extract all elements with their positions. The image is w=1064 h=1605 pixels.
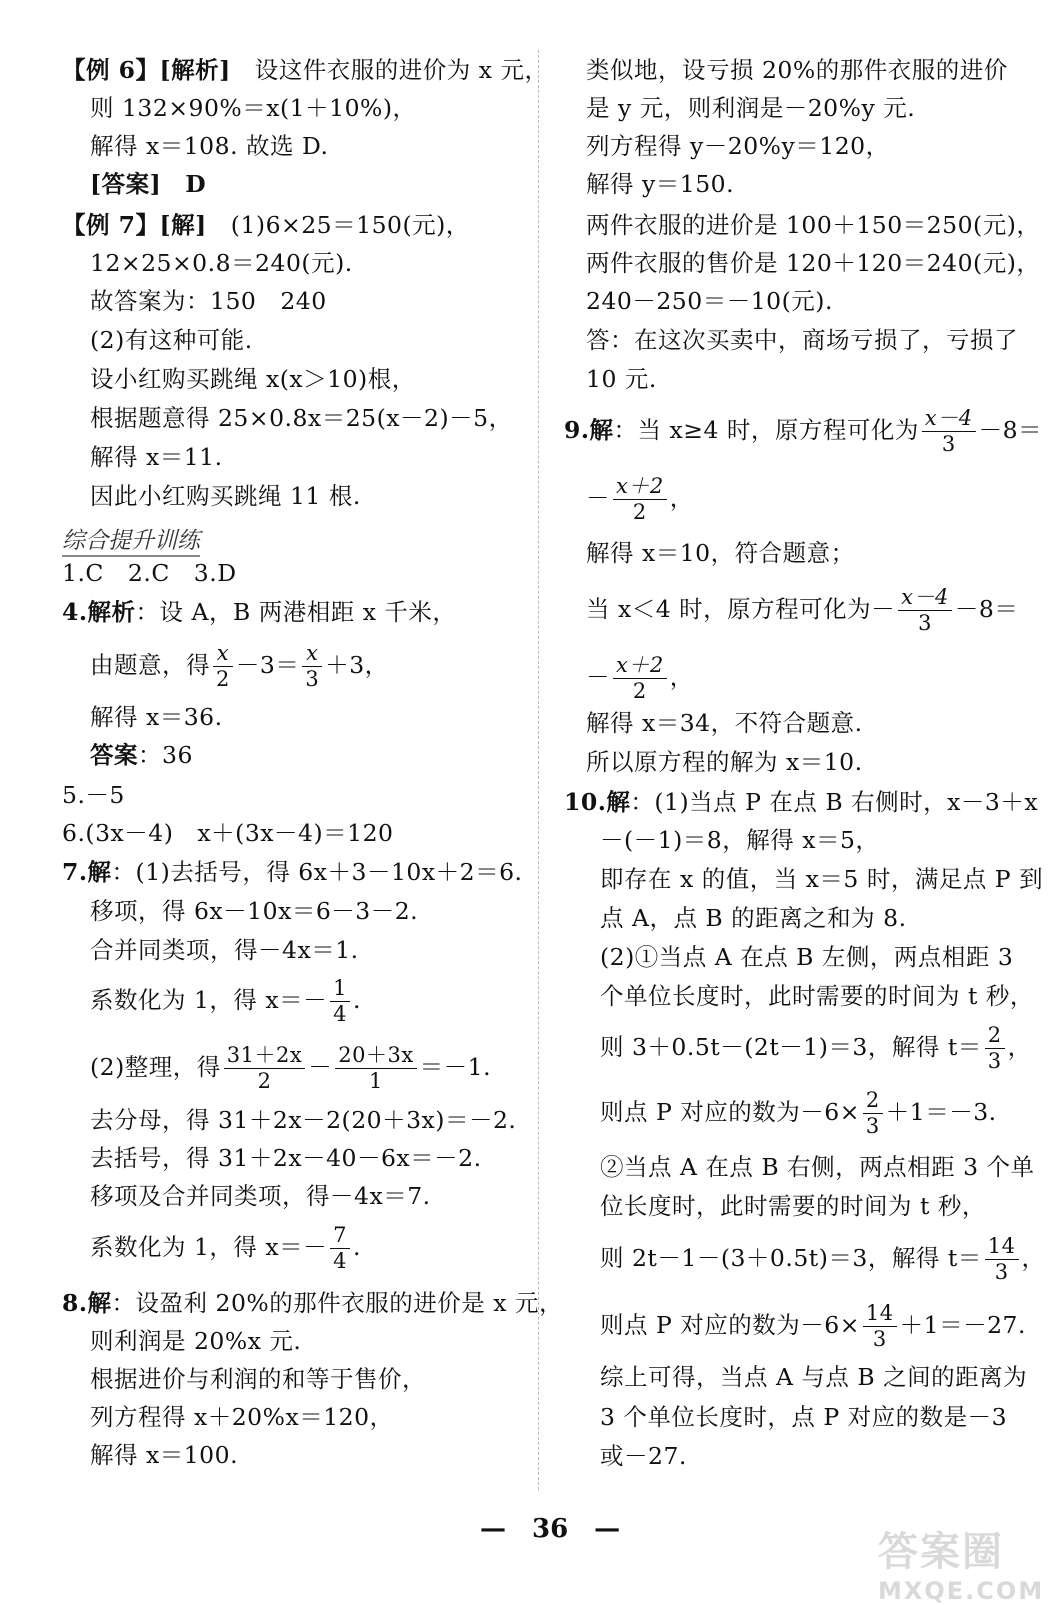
text: ：设盈利 20%的那件衣服的进价是 x 元，: [111, 1289, 563, 1317]
text: 则点 P 对应的数为－6×: [600, 1311, 860, 1339]
text: 2: [863, 1088, 883, 1114]
text: 则点 P 对应的数为－6×: [600, 1098, 860, 1126]
fraction: [335, 1043, 416, 1094]
q8-cont-9: 10 元.: [586, 365, 657, 393]
q8-line-1: [62, 1288, 563, 1318]
q10-line-13: 综上可得，当点 A 与点 B 之间的距离为: [600, 1363, 1028, 1391]
text: ＝－1.: [419, 1053, 492, 1081]
text: ：当 x≥4 时，原方程可化为: [613, 416, 919, 444]
q8-cont-8: 答：在这次买卖中，商场亏损了，亏损了: [586, 326, 1018, 354]
text: 系数化为 1，得 x＝－: [90, 986, 328, 1014]
text: x: [302, 641, 322, 667]
q9-line-1: [564, 405, 1042, 457]
text: ，: [669, 484, 694, 512]
text: ＋1＝－3.: [885, 1098, 997, 1126]
q10-line-5: (2)①当点 A 在点 B 左侧，两点相距 3: [600, 943, 1014, 971]
text: 7: [330, 1223, 350, 1249]
q7-line-7: 去括号，得 31＋2x－40－6x＝－2.: [90, 1144, 482, 1172]
q10-line-2: －(－1)＝8，解得 x＝5，: [600, 826, 880, 854]
q8-line-4: 列方程得 x＋20%x＝120，: [90, 1403, 394, 1431]
q7-line-4: [90, 975, 361, 1027]
q10-line-9: ②当点 A 在点 B 右侧，两点相距 3 个单: [600, 1153, 1035, 1181]
text: ：设 A，B 两港相距 x 千米，: [135, 598, 457, 626]
fraction: [213, 641, 233, 692]
fraction: [224, 1043, 305, 1094]
text: 则 3＋0.5t－(2t－1)＝3，解得 t＝: [600, 1033, 982, 1061]
q8-cont-1: 类似地，设亏损 20%的那件衣服的进价: [586, 56, 1008, 84]
text: ：(1)去括号，得 6x＋3－10x＋2＝6.: [111, 858, 523, 886]
text: 31＋2x: [224, 1043, 305, 1069]
q9-line-4: [586, 584, 1018, 636]
q10-line-15: 或－27.: [600, 1442, 687, 1470]
text: －3＝: [235, 651, 300, 679]
q10-line-4: 点 A，点 B 的距离之和为 8.: [600, 904, 907, 932]
page-number: — 36 —: [480, 1514, 621, 1544]
section-title: 综合提升训练: [62, 522, 200, 557]
q7-line-9: [90, 1222, 361, 1274]
text: －8＝: [978, 416, 1043, 444]
text: 由题意，得: [90, 651, 210, 679]
q9-line-3: 解得 x＝10，符合题意；: [586, 539, 855, 567]
q10-label: 10.解: [564, 788, 631, 816]
example-6-line-3: 解得 x＝108. 故选 D.: [90, 132, 329, 160]
text: .: [353, 986, 362, 1014]
text: 答案圈: [878, 1529, 1004, 1575]
column-divider: [538, 50, 539, 1490]
text: 3: [305, 667, 320, 691]
q10-line-3: 即存在 x 的值，当 x＝5 时，满足点 P 到: [600, 865, 1044, 893]
text: 系数化为 1，得 x＝－: [90, 1233, 328, 1261]
q8-cont-6: 两件衣服的售价是 120＋120＝240(元)，: [586, 249, 1041, 277]
text: 2: [216, 667, 230, 691]
text: 答案: [90, 741, 138, 769]
q7-line-1: [62, 857, 523, 887]
text: －: [586, 663, 610, 691]
text: 3: [865, 1114, 880, 1138]
text: 3: [941, 432, 956, 456]
fraction: [863, 1088, 883, 1139]
text: x＋2: [613, 653, 667, 679]
example-7-line-4: (2)有这种可能.: [90, 326, 253, 354]
text: 2: [632, 679, 647, 703]
example-7-line-2: 12×25×0.8＝240(元).: [90, 249, 353, 277]
text: 当 x＜4 时，原方程可化为－: [586, 595, 896, 623]
q9-label: 9.解: [564, 416, 614, 444]
text: 1: [330, 976, 350, 1002]
example-6-line-2: 则 132×90%＝x(1＋10%)，: [90, 94, 417, 122]
q9-line-6: 解得 x＝34，不符合题意.: [586, 709, 863, 737]
q8-cont-4: 解得 y＝150.: [586, 170, 735, 198]
text: .: [353, 1233, 362, 1261]
q10-line-11: [600, 1233, 1046, 1285]
q4-answer: [90, 740, 193, 770]
q7-line-2: 移项，得 6x－10x＝6－3－2.: [90, 897, 419, 925]
text: 3: [994, 1260, 1009, 1284]
q4-line-2: [90, 640, 389, 692]
q5: 5.－5: [62, 781, 125, 809]
q10-line-1: [564, 787, 1038, 817]
fraction: [330, 1223, 350, 1274]
example-7-line-1: [62, 210, 470, 240]
q7-line-6: 去分母，得 31＋2x－2(20＋3x)＝－2.: [90, 1106, 517, 1134]
q8-label: 8.解: [62, 1289, 112, 1317]
example-6-line-1: [62, 55, 548, 85]
q7-line-3: 合并同类项，得－4x＝1.: [90, 936, 359, 964]
q8-line-3: 根据进价与利润的和等于售价，: [90, 1365, 426, 1393]
q4-line-1: [62, 597, 456, 627]
q7-line-5: [90, 1042, 491, 1094]
q6: 6.(3x－4) x＋(3x－4)＝120: [62, 819, 394, 847]
text: 14: [985, 1234, 1019, 1260]
text: ＋3，: [325, 651, 389, 679]
text: 2: [257, 1069, 272, 1093]
text: 4: [333, 1002, 348, 1026]
fraction: [613, 653, 667, 704]
q10-line-7: [600, 1022, 1032, 1074]
text: ，: [669, 663, 694, 691]
q9-line-2: [586, 473, 694, 525]
fraction: [330, 976, 350, 1027]
q10-line-6: 个单位长度时，此时需要的时间为 t 秒，: [600, 982, 1034, 1010]
example-7-line-6: 根据题意得 25×0.8x＝25(x－2)－5，: [90, 404, 513, 432]
fraction: [898, 585, 952, 636]
q8-line-2: 则利润是 20%x 元.: [90, 1327, 302, 1355]
example-6-answer: [答案] D: [90, 170, 207, 198]
q8-cont-5: 两件衣服的进价是 100＋150＝250(元)，: [586, 211, 1041, 239]
fraction: [985, 1234, 1019, 1285]
text: 3: [872, 1327, 887, 1351]
example-7-line-8: 因此小红购买跳绳 11 根.: [90, 482, 361, 510]
q4-label: 4.解析: [62, 598, 136, 626]
example-7-line-7: 解得 x＝11.: [90, 443, 223, 471]
fraction: [863, 1301, 897, 1352]
watermark-logo: [878, 1520, 1048, 1605]
text: 3: [987, 1049, 1002, 1073]
example-6-label: 【例 6】[解析]: [62, 56, 231, 84]
q10-line-8: [600, 1087, 997, 1139]
text: 4: [333, 1249, 348, 1273]
text: 1: [369, 1069, 383, 1093]
fraction: [302, 641, 322, 692]
text: 则 2t－1－(3＋0.5t)＝3，解得 t＝: [600, 1244, 982, 1272]
text: 2: [632, 500, 647, 524]
q10-line-10: 位长度时，此时需要的时间为 t 秒，: [600, 1192, 986, 1220]
text: －: [308, 1053, 333, 1081]
q9-line-7: 所以原方程的解为 x＝10.: [586, 748, 863, 776]
text: ，: [1021, 1244, 1046, 1272]
text: ：36: [138, 741, 193, 769]
example-7-label: 【例 7】[解]: [62, 211, 207, 239]
example-7-line-5: 设小红购买跳绳 x(x＞10)根，: [90, 365, 416, 393]
q8-line-5: 解得 x＝100.: [90, 1441, 239, 1469]
text: ＋1＝－27.: [899, 1311, 1026, 1339]
text: x＋2: [613, 474, 667, 500]
text: ：(1)当点 P 在点 B 右侧时，x－3＋x: [630, 788, 1039, 816]
text: x－4: [922, 406, 976, 432]
text: －8＝: [954, 595, 1019, 623]
q8-cont-2: 是 y 元，则利润是－20%y 元.: [586, 94, 916, 122]
fraction: [613, 474, 667, 525]
text: 14: [863, 1301, 897, 1327]
q10-line-14: 3 个单位长度时，点 P 对应的数是－3: [600, 1403, 1008, 1431]
q7-line-8: 移项及合并同类项，得－4x＝7.: [90, 1182, 431, 1210]
text: 设这件衣服的进价为 x 元，: [254, 56, 549, 84]
q7-label: 7.解: [62, 858, 112, 886]
q9-line-5: [586, 652, 694, 704]
text: 2: [985, 1023, 1005, 1049]
answers-1-3: 1.C 2.C 3.D: [62, 559, 237, 587]
q8-cont-7: 240－250＝－10(元).: [586, 287, 833, 315]
text: x－4: [898, 585, 952, 611]
text: －: [586, 484, 610, 512]
text: MXQE.COM: [878, 1577, 1045, 1605]
q4-line-3: 解得 x＝36.: [90, 703, 223, 731]
q8-cont-3: 列方程得 y－20%y＝120，: [586, 132, 890, 160]
q10-line-12: [600, 1300, 1026, 1352]
text: (2)整理，得: [90, 1053, 221, 1081]
fraction: [922, 406, 976, 457]
fraction: [985, 1023, 1005, 1074]
text: x: [213, 641, 233, 667]
text: 3: [918, 611, 932, 635]
text: ，: [1007, 1033, 1032, 1061]
example-7-line-3: 故答案为：150 240: [90, 287, 327, 315]
text: 20＋3x: [335, 1043, 416, 1069]
text: (1)6×25＝150(元)，: [230, 211, 470, 239]
